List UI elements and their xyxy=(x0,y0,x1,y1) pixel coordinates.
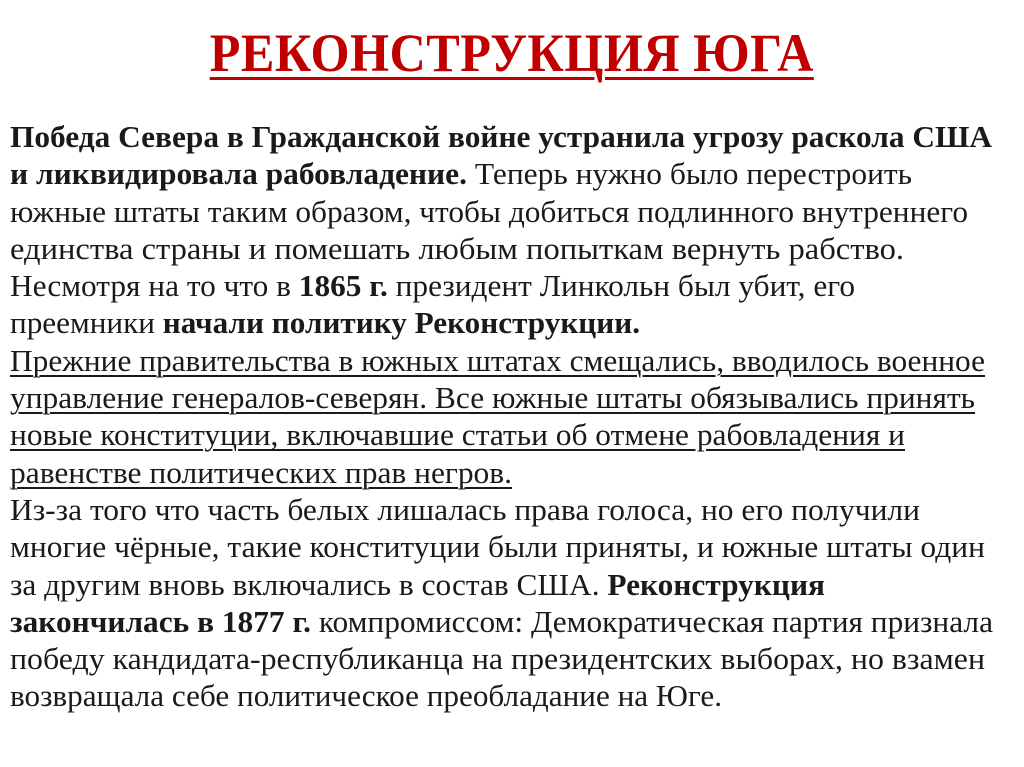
text-line xyxy=(10,193,1024,230)
text-segment: единства страны и помешать любым попыткам вернуть рабство. xyxy=(10,230,904,266)
text-segment: Из-за того что часть белых лишалась права голоса, но его получили xyxy=(10,491,920,527)
text-line xyxy=(10,155,1024,192)
underlined-text: управление генералов-северян. Все южные штаты обязывались принять xyxy=(10,380,975,416)
text-segment: южные штаты таким образом, чтобы добиться подлинного внутреннего xyxy=(10,193,968,229)
text-segment: победу кандидата-республиканца на президентских выборах, но взамен xyxy=(10,641,985,677)
text-line xyxy=(10,379,1024,416)
bold-text: 1865 г. xyxy=(298,268,388,304)
bold-text: закончилась в 1877 г. xyxy=(10,603,311,639)
bold-text: начали политику Реконструкции. xyxy=(162,305,640,341)
text-line xyxy=(10,603,1024,640)
text-line xyxy=(10,304,1024,341)
text-line xyxy=(10,566,1024,603)
underlined-text: равенстве политических прав негров. xyxy=(10,454,512,490)
text-segment: Теперь нужно было перестроить xyxy=(467,156,912,192)
text-segment: Несмотря на то что в xyxy=(10,268,299,304)
underlined-text: Прежние правительства в южных штатах смещались, вводилось военное xyxy=(10,342,985,378)
text-line xyxy=(10,267,1024,304)
bold-text: Реконструкция xyxy=(607,566,826,602)
text-segment: за другим вновь включались в состав США. xyxy=(10,566,608,602)
bold-text: и ликвидировала рабовладение. xyxy=(10,156,468,192)
text-line xyxy=(10,640,1024,677)
slide-body xyxy=(10,118,1020,715)
text-line xyxy=(10,454,1024,491)
text-line xyxy=(10,416,1024,453)
text-line xyxy=(10,230,1024,267)
text-segment: преемники xyxy=(10,305,163,341)
text-line xyxy=(10,491,1024,528)
text-line xyxy=(10,342,1024,379)
bold-text: Победа Севера в Гражданской войне устранила угрозу раскола США xyxy=(10,119,992,154)
text-segment: президент Линкольн был убит, его xyxy=(387,268,855,304)
text-segment: многие чёрные, такие конституции были приняты, и южные штаты один xyxy=(10,529,985,565)
text-line xyxy=(10,677,1024,714)
slide-title xyxy=(0,22,1024,84)
slide-title-text: РЕКОНСТРУКЦИЯ ЮГА xyxy=(209,23,815,83)
text-segment: возвращала себе политическое преобладание на Юге. xyxy=(10,678,722,714)
text-line xyxy=(10,528,1024,565)
text-line xyxy=(10,118,1024,155)
underlined-text: новые конституции, включавшие статьи об отмене рабовладения и xyxy=(10,417,905,453)
text-segment: компромиссом: Демократическая партия признала xyxy=(310,603,994,639)
